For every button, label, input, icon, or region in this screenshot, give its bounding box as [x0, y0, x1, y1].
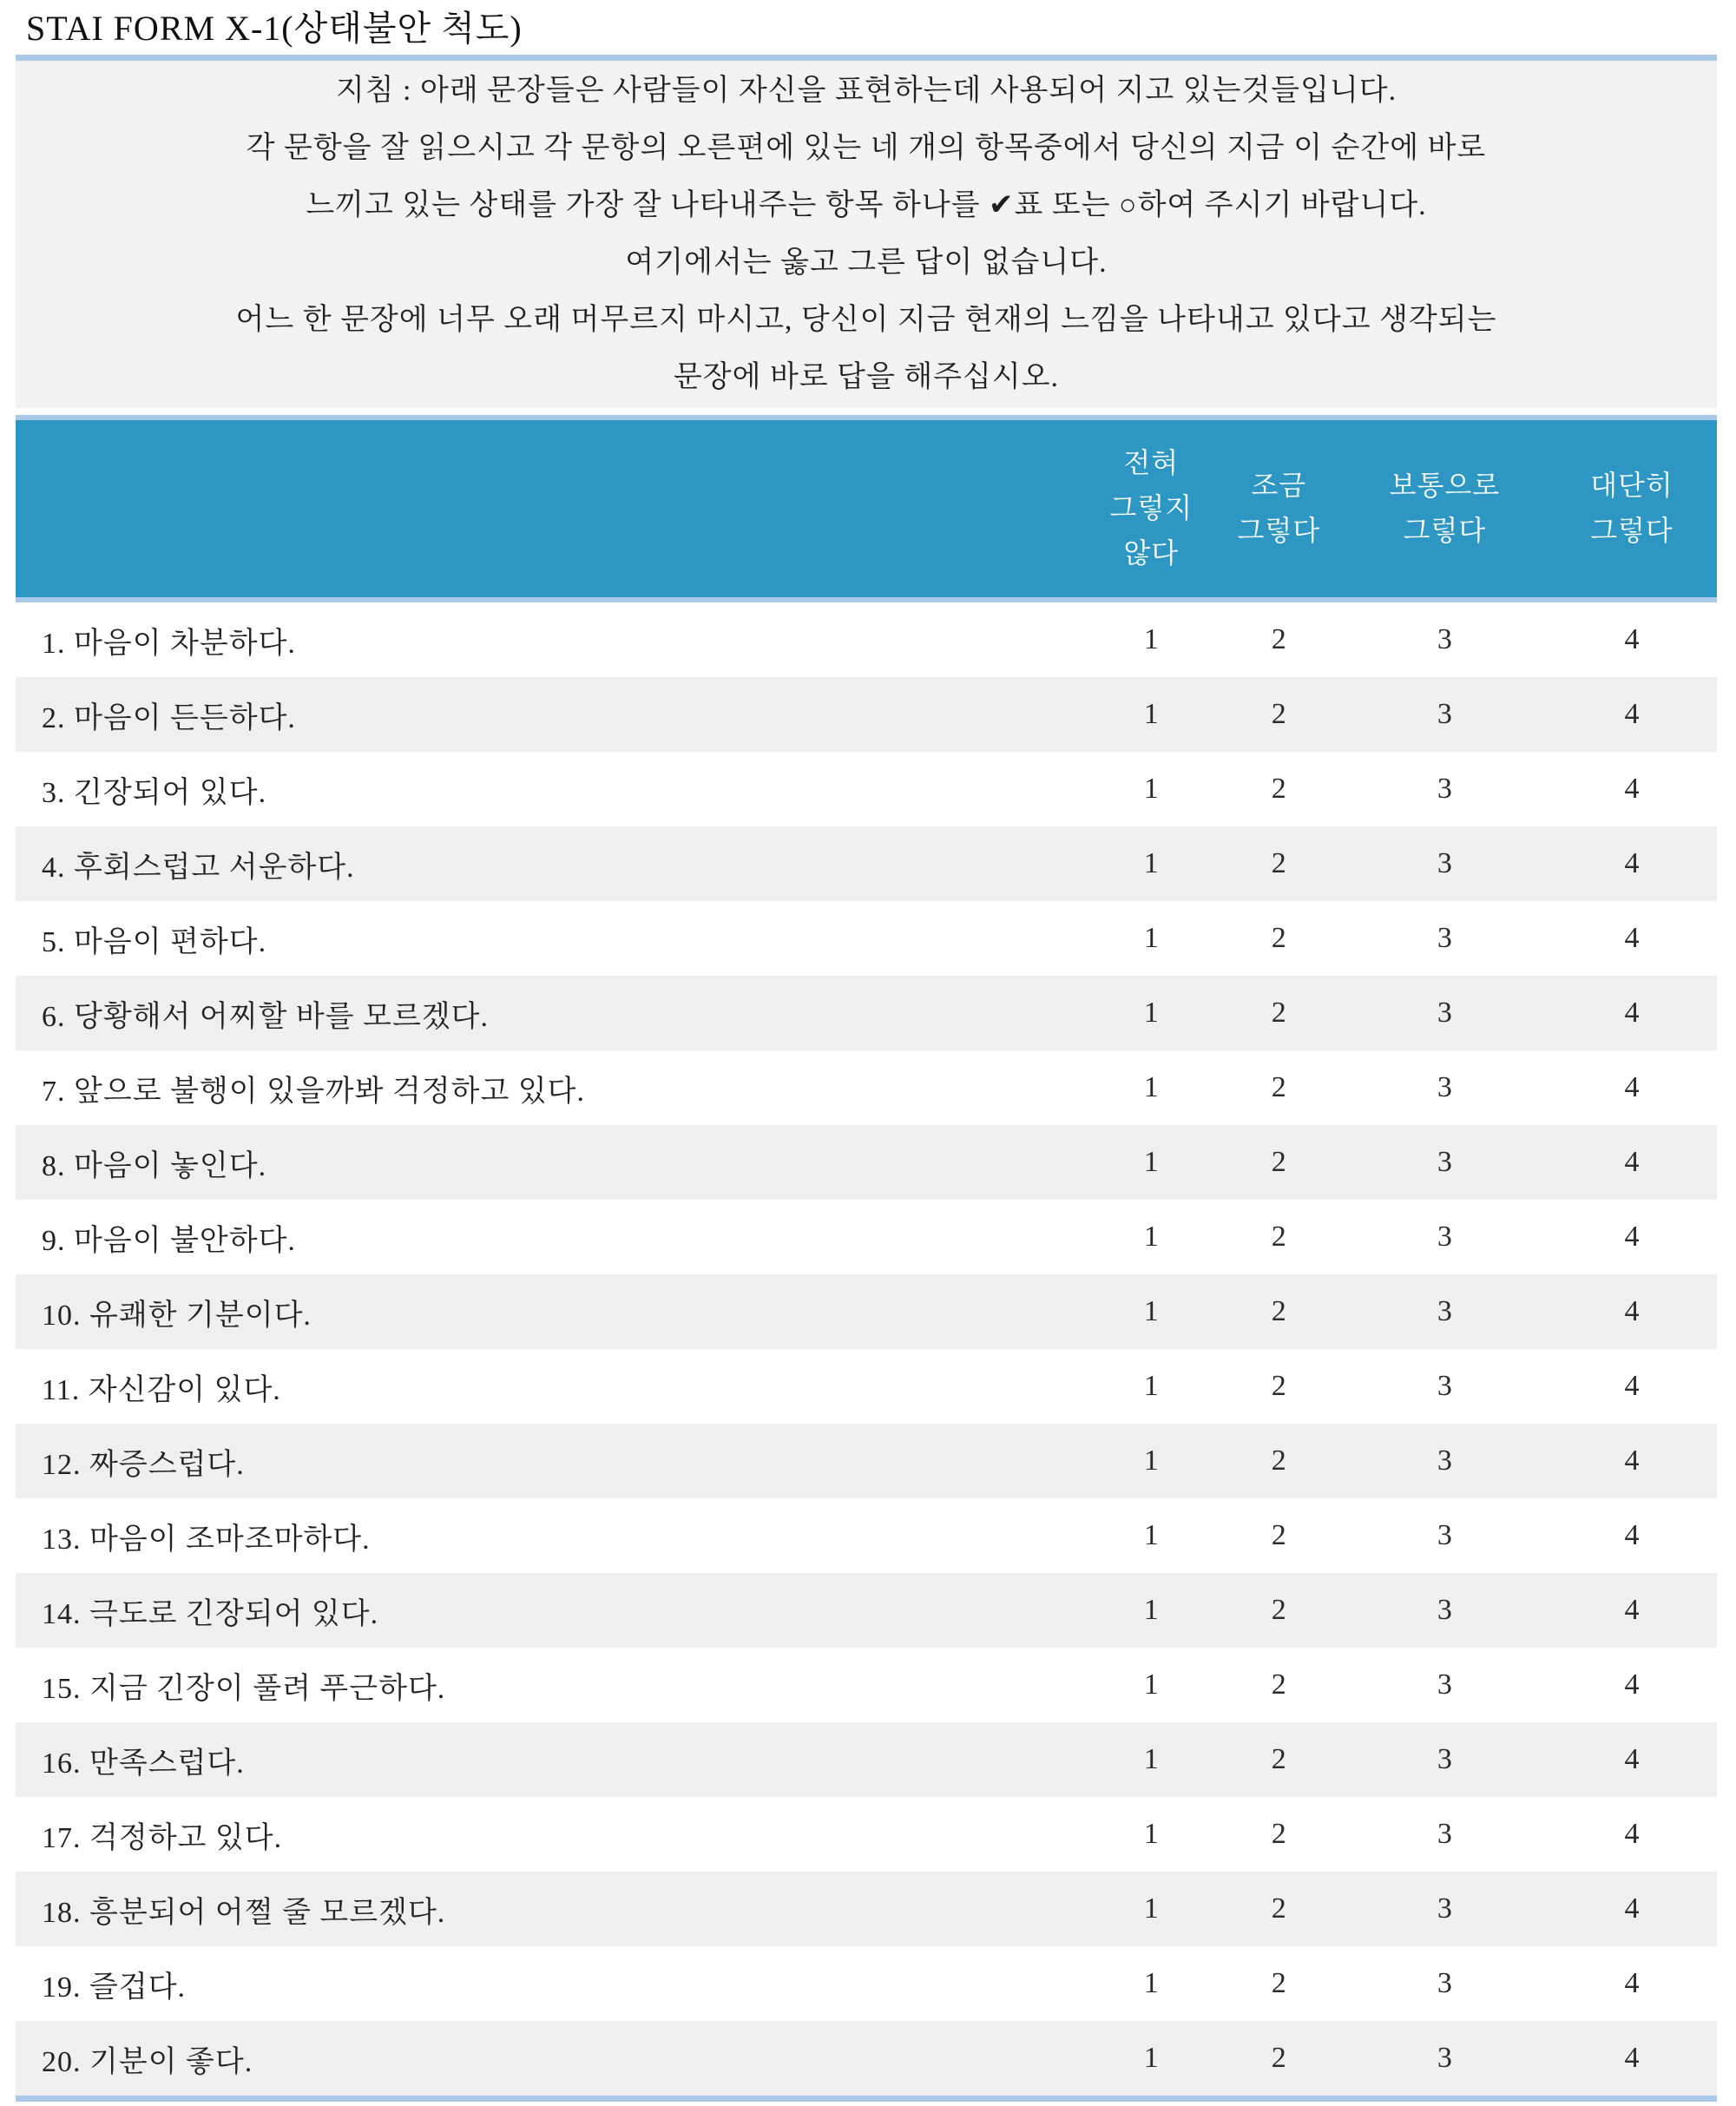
scale-option-4[interactable]: 4	[1624, 922, 1640, 954]
question-label: 17. 걱정하고 있다.	[42, 1821, 283, 1854]
instruction-line-4: 여기에서는 옳고 그른 답이 없습니다.	[625, 247, 1108, 279]
scale-option-2[interactable]: 2	[1271, 1445, 1286, 1477]
question-label: 4. 후회스럽고 서운하다.	[42, 851, 355, 884]
scale-option-1[interactable]: 1	[1143, 1967, 1159, 1999]
instruction-line-1: 지침 : 아래 문장들은 사람들이 자신을 표현하는데 사용되어 지고 있는것들입니다.	[335, 75, 1397, 107]
scale-option-1[interactable]: 1	[1143, 1445, 1159, 1477]
table-row	[16, 1946, 1717, 2021]
scale-option-4[interactable]: 4	[1624, 1594, 1640, 1626]
scale-option-1[interactable]: 1	[1143, 1743, 1159, 1775]
scale-option-1[interactable]: 1	[1143, 1370, 1159, 1402]
scale-option-2[interactable]: 2	[1271, 1370, 1286, 1402]
scale-option-4[interactable]: 4	[1624, 1295, 1640, 1327]
table-row	[16, 1797, 1717, 1872]
column-header-not-at-all: 전혀 그렇지 않다	[1109, 447, 1194, 569]
instruction-line-6: 문장에 바로 답을 해주십시오.	[673, 361, 1060, 393]
scale-option-3[interactable]: 3	[1437, 698, 1452, 730]
questionnaire-table	[16, 415, 1717, 2096]
table-row	[16, 2021, 1717, 2096]
scale-option-1[interactable]: 1	[1143, 1295, 1159, 1327]
scale-option-3[interactable]: 3	[1437, 1146, 1452, 1178]
bottom-border	[16, 2096, 1717, 2102]
scale-option-2[interactable]: 2	[1271, 1818, 1286, 1850]
scale-option-4[interactable]: 4	[1624, 1146, 1640, 1178]
scale-option-2[interactable]: 2	[1271, 997, 1286, 1029]
scale-option-1[interactable]: 1	[1143, 773, 1159, 805]
question-label: 6. 당황해서 어찌할 바를 모르겠다.	[42, 1000, 489, 1033]
table-row	[16, 1125, 1717, 1200]
scale-option-2[interactable]: 2	[1271, 1668, 1286, 1701]
scale-option-2[interactable]: 2	[1271, 773, 1286, 805]
scale-option-2[interactable]: 2	[1271, 1967, 1286, 1999]
scale-option-1[interactable]: 1	[1143, 1071, 1159, 1103]
question-label: 5. 마음이 편하다.	[42, 925, 267, 958]
scale-option-2[interactable]: 2	[1271, 1519, 1286, 1551]
question-label: 11. 자신감이 있다.	[42, 1373, 281, 1406]
instruction-line-5: 어느 한 문장에 너무 오래 머무르지 마시고, 당신이 지금 현재의 느낌을 나타내고 있다고 생각되는	[235, 304, 1497, 336]
scale-option-1[interactable]: 1	[1143, 1594, 1159, 1626]
scale-option-3[interactable]: 3	[1437, 1370, 1452, 1402]
scale-option-1[interactable]: 1	[1143, 1668, 1159, 1701]
scale-option-2[interactable]: 2	[1271, 1146, 1286, 1178]
scale-option-1[interactable]: 1	[1143, 1892, 1159, 1925]
table-row	[16, 1050, 1717, 1125]
scale-option-2[interactable]: 2	[1271, 698, 1286, 730]
question-label: 9. 마음이 불안하다.	[42, 1224, 296, 1257]
table-row	[16, 1498, 1717, 1573]
table-header	[16, 415, 1717, 602]
scale-option-4[interactable]: 4	[1624, 1668, 1640, 1701]
scale-option-3[interactable]: 3	[1437, 2042, 1452, 2074]
question-label: 16. 만족스럽다.	[42, 1747, 245, 1780]
scale-option-2[interactable]: 2	[1271, 1594, 1286, 1626]
scale-option-3[interactable]: 3	[1437, 1221, 1452, 1253]
scale-option-4[interactable]: 4	[1624, 1071, 1640, 1103]
question-label: 12. 짜증스럽다.	[42, 1448, 245, 1481]
column-header-moderately: 보통으로 그렇다	[1389, 470, 1501, 546]
table-row	[16, 1573, 1717, 1648]
scale-option-4[interactable]: 4	[1624, 1445, 1640, 1477]
scale-option-3[interactable]: 3	[1437, 1295, 1452, 1327]
table-row	[16, 1872, 1717, 1946]
scale-option-4[interactable]: 4	[1624, 773, 1640, 805]
scale-option-3[interactable]: 3	[1437, 1594, 1452, 1626]
scale-option-3[interactable]: 3	[1437, 847, 1452, 879]
scale-option-1[interactable]: 1	[1143, 847, 1159, 879]
scale-option-4[interactable]: 4	[1624, 1221, 1640, 1253]
scale-option-3[interactable]: 3	[1437, 1967, 1452, 1999]
scale-option-1[interactable]: 1	[1143, 1519, 1159, 1551]
table-row	[16, 901, 1717, 976]
scale-option-4[interactable]: 4	[1624, 847, 1640, 879]
table-row	[16, 976, 1717, 1050]
table-row	[16, 752, 1717, 826]
instructions-box	[16, 55, 1717, 408]
column-header-very-much: 대단히 그렇다	[1590, 470, 1674, 546]
table-row	[16, 602, 1717, 677]
scale-option-2[interactable]: 2	[1271, 623, 1286, 655]
scale-option-4[interactable]: 4	[1624, 1370, 1640, 1402]
scale-option-2[interactable]: 2	[1271, 1295, 1286, 1327]
scale-option-2[interactable]: 2	[1271, 847, 1286, 879]
scale-option-1[interactable]: 1	[1143, 2042, 1159, 2074]
table-row	[16, 1200, 1717, 1274]
scale-option-2[interactable]: 2	[1271, 1071, 1286, 1103]
scale-option-2[interactable]: 2	[1271, 1221, 1286, 1253]
scale-option-4[interactable]: 4	[1624, 1818, 1640, 1850]
question-label: 7. 앞으로 불행이 있을까봐 걱정하고 있다.	[42, 1075, 586, 1108]
scale-option-1[interactable]: 1	[1143, 698, 1159, 730]
scale-option-3[interactable]: 3	[1437, 1892, 1452, 1925]
scale-option-3[interactable]: 3	[1437, 1818, 1452, 1850]
question-label: 20. 기분이 좋다.	[42, 2045, 253, 2078]
instruction-line-2: 각 문항을 잘 읽으시고 각 문항의 오른편에 있는 네 개의 항목중에서 당신의 지금 이 순간에 바로	[246, 132, 1487, 164]
scale-option-1[interactable]: 1	[1143, 1221, 1159, 1253]
page-title: STAI FORM X-1(상태불안 척도)	[26, 9, 523, 48]
question-label: 15. 지금 긴장이 풀려 푸근하다.	[42, 1672, 446, 1705]
scale-option-4[interactable]: 4	[1624, 997, 1640, 1029]
table-row	[16, 677, 1717, 752]
column-header-somewhat: 조금 그렇다	[1237, 470, 1321, 546]
scale-option-2[interactable]: 2	[1271, 1892, 1286, 1925]
table-row	[16, 1648, 1717, 1722]
question-label: 13. 마음이 조마조마하다.	[42, 1523, 371, 1556]
scale-option-4[interactable]: 4	[1624, 698, 1640, 730]
scale-option-1[interactable]: 1	[1143, 922, 1159, 954]
scale-option-1[interactable]: 1	[1143, 1818, 1159, 1850]
scale-option-3[interactable]: 3	[1437, 1743, 1452, 1775]
scale-option-3[interactable]: 3	[1437, 1445, 1452, 1477]
scale-option-3[interactable]: 3	[1437, 1519, 1452, 1551]
table-row	[16, 1349, 1717, 1424]
scale-option-3[interactable]: 3	[1437, 1668, 1452, 1701]
scale-option-2[interactable]: 2	[1271, 2042, 1286, 2074]
scale-option-2[interactable]: 2	[1271, 1743, 1286, 1775]
scale-option-4[interactable]: 4	[1624, 2042, 1640, 2074]
question-label: 2. 마음이 든든하다.	[42, 701, 296, 734]
table-row	[16, 1424, 1717, 1498]
table-row	[16, 1722, 1717, 1797]
table-row	[16, 826, 1717, 901]
question-label: 1. 마음이 차분하다.	[42, 627, 296, 660]
scale-option-2[interactable]: 2	[1271, 922, 1286, 954]
scale-option-4[interactable]: 4	[1624, 1892, 1640, 1925]
question-label: 19. 즐겁다.	[42, 1971, 187, 2004]
scale-option-4[interactable]: 4	[1624, 1967, 1640, 1999]
question-label: 14. 극도로 긴장되어 있다.	[42, 1597, 379, 1630]
instruction-line-3: 느끼고 있는 상태를 가장 잘 나타내주는 항목 하나를 ✔표 또는 ○하여 주시기 바랍니다.	[306, 189, 1427, 221]
question-label: 10. 유쾌한 기분이다.	[42, 1299, 312, 1332]
scale-option-3[interactable]: 3	[1437, 623, 1452, 655]
question-label: 8. 마음이 놓인다.	[42, 1149, 267, 1182]
table-row	[16, 1274, 1717, 1349]
scale-option-3[interactable]: 3	[1437, 1071, 1452, 1103]
scale-option-1[interactable]: 1	[1143, 623, 1159, 655]
table-body	[16, 602, 1717, 2096]
question-label: 18. 흥분되어 어쩔 줄 모르겠다.	[42, 1896, 446, 1929]
scale-option-3[interactable]: 3	[1437, 997, 1452, 1029]
scale-option-3[interactable]: 3	[1437, 773, 1452, 805]
question-label: 3. 긴장되어 있다.	[42, 776, 267, 809]
scale-option-1[interactable]: 1	[1143, 997, 1159, 1029]
scale-option-1[interactable]: 1	[1143, 1146, 1159, 1178]
scale-option-3[interactable]: 3	[1437, 922, 1452, 954]
scale-option-4[interactable]: 4	[1624, 1519, 1640, 1551]
scale-option-4[interactable]: 4	[1624, 623, 1640, 655]
scale-option-4[interactable]: 4	[1624, 1743, 1640, 1775]
